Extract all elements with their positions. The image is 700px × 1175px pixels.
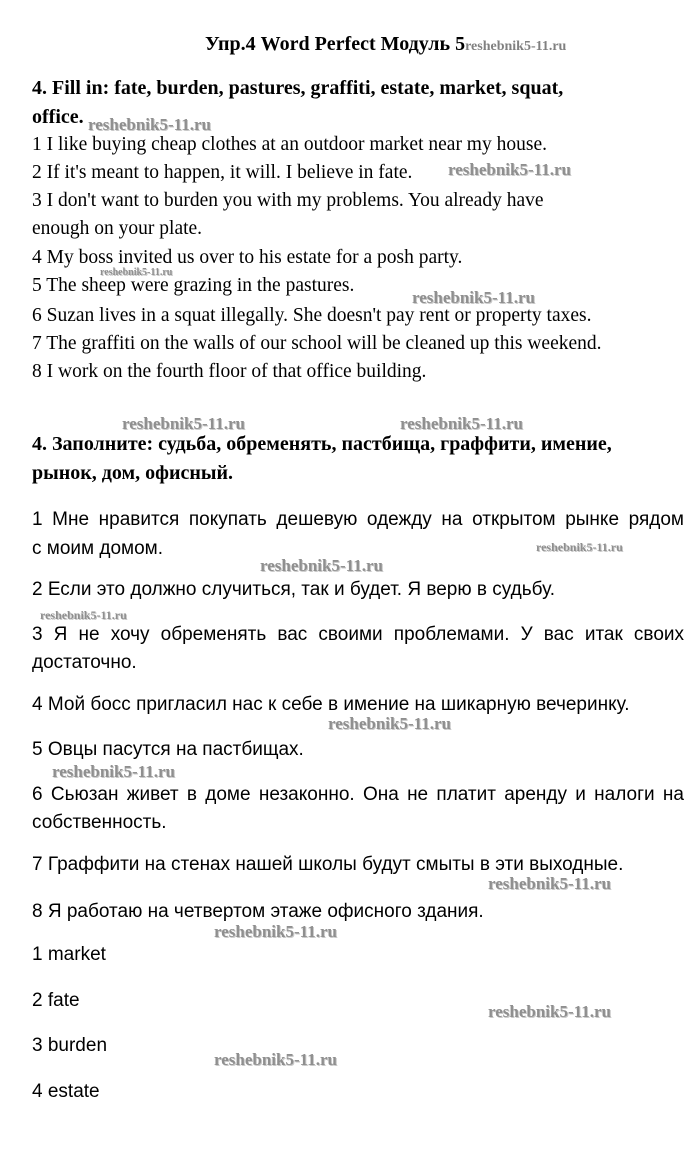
russian-line-3a: 3 Я не хочу обременять вас своими проблемами. У вас итак своих	[32, 624, 684, 645]
title-text: Упр.4 Word Perfect Модуль 5	[205, 33, 466, 55]
english-heading-line2: office.	[32, 106, 84, 128]
answer-1: 1 market	[32, 944, 106, 965]
english-sentence-3a: 3 I don't want to burden you with my problems. You already have	[32, 190, 544, 211]
watermark: reshebnik5-11.ru	[52, 762, 175, 781]
russian-line-8: 8 Я работаю на четвертом этаже офисного здания.	[32, 901, 484, 922]
english-sentence-1: 1 I like buying cheap clothes at an outdoor market near my house.	[32, 134, 547, 155]
russian-line-5: 5 Овцы пасутся на пастбищах.	[32, 739, 304, 760]
watermark: reshebnik5-11.ru	[328, 714, 451, 733]
watermark: reshebnik5-11.ru	[488, 874, 611, 893]
title-watermark: reshebnik5-11.ru	[465, 39, 567, 54]
watermark: reshebnik5-11.ru	[88, 115, 211, 134]
english-sentence-6: 6 Suzan lives in a squat illegally. She doesn't pay rent or property taxes.	[32, 305, 592, 326]
watermark: reshebnik5-11.ru	[260, 556, 383, 575]
russian-heading-line2: рынок, дом, офисный.	[32, 462, 234, 484]
english-sentence-7: 7 The graffiti on the walls of our school will be cleaned up this weekend.	[32, 333, 602, 354]
russian-line-6b: собственность.	[32, 812, 167, 833]
watermark: reshebnik5-11.ru	[40, 608, 127, 622]
watermark: reshebnik5-11.ru	[448, 160, 571, 179]
english-sentence-3b: enough on your plate.	[32, 218, 203, 239]
english-sentence-5: 5 The sheep were grazing in the pastures.	[32, 275, 355, 296]
watermark: reshebnik5-11.ru	[488, 1002, 611, 1021]
answer-4: 4 estate	[32, 1081, 100, 1102]
english-sentence-2: 2 If it's meant to happen, it will. I believe in fate.	[32, 162, 413, 183]
watermark: reshebnik5-11.ru	[122, 414, 245, 433]
english-heading-line1: 4. Fill in: fate, burden, pastures, graffiti, estate, market, squat,	[32, 77, 564, 99]
english-sentence-4: 4 My boss invited us over to his estate for a posh party.	[32, 247, 463, 268]
watermark: reshebnik5-11.ru	[400, 414, 523, 433]
answer-3: 3 burden	[32, 1035, 108, 1056]
russian-heading-line1: 4. Заполните: судьба, обременять, пастбища, граффити, имение,	[32, 433, 612, 455]
russian-line-1a: 1 Мне нравится покупать дешевую одежду на открытом рынке рядом	[32, 509, 684, 530]
watermark: reshebnik5-11.ru	[100, 267, 173, 278]
watermark: reshebnik5-11.ru	[214, 1050, 337, 1069]
russian-line-6a: 6 Сьюзан живет в доме незаконно. Она не платит аренду и налоги на	[32, 784, 684, 805]
watermark: reshebnik5-11.ru	[412, 288, 535, 307]
russian-line-4: 4 Мой босс пригласил нас к себе в имение на шикарную вечеринку.	[32, 694, 630, 715]
russian-line-1b: с моим домом.	[32, 538, 163, 559]
russian-line-3b: достаточно.	[32, 652, 137, 673]
answer-2: 2 fate	[32, 990, 80, 1011]
russian-line-7: 7 Граффити на стенах нашей школы будут смыты в эти выходные.	[32, 854, 624, 875]
russian-line-2: 2 Если это должно случиться, так и будет. Я верю в судьбу.	[32, 579, 555, 600]
watermark: reshebnik5-11.ru	[214, 922, 337, 941]
watermark: reshebnik5-11.ru	[536, 540, 623, 554]
page-title	[205, 32, 566, 59]
english-sentence-8: 8 I work on the fourth floor of that office building.	[32, 361, 427, 382]
